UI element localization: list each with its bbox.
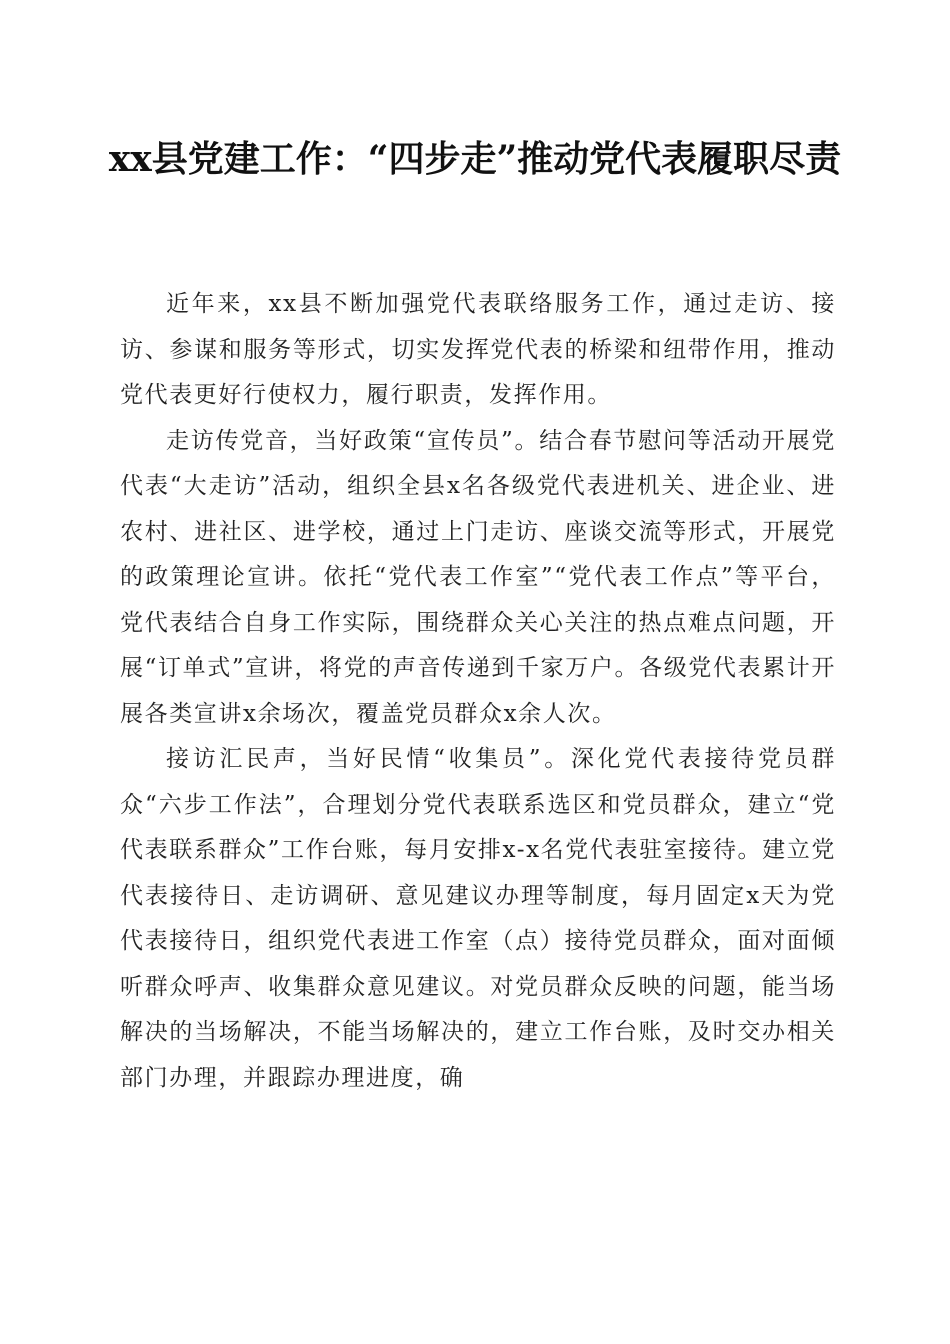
document-body (120, 282, 836, 1101)
paragraph-intro: 近年来，xx县不断加强党代表联络服务工作，通过走访、接访、参谋和服务等形式，切实发挥党代表的桥梁和纽带作用，推动党代表更好行使权力，履行职责，发挥作用。 (120, 291, 836, 408)
paragraph-visit: 走访传党音，当好政策“宣传员”。结合春节慰问等活动开展党代表“大走访”活动，组织全县x名各级党代表进机关、进企业、进农村、进社区、进学校，通过上门走访、座谈交流等形式，开展党的政策理论宣讲。依托“党代表工作室”“党代表工作点”等平台，党代表结合自身工作实际，围绕群众关心关注的热点难点问题，开展“订单式”宣讲，将党的声音传递到千家万户。各级党代表累计开展各类宣讲x余场次，覆盖党员群众x余人次。 (120, 427, 836, 727)
paragraph-reception: 接访汇民声，当好民情“收集员”。深化党代表接待党员群众“六步工作法”，合理划分党代表联系选区和党员群众，建立“党代表联系群众”工作台账，每月安排x-x名党代表驻室接待。建立党代表接待日、走访调研、意见建议办理等制度，每月固定x天为党代表接待日，组织党代表进工作室（点）接待党员群众，面对面倾听群众呼声、收集群众意见建议。对党员群众反映的问题，能当场解决的当场解决，不能当场解决的，建立工作台账，及时交办相关部门办理，并跟踪办理进度，确 (120, 746, 836, 1091)
document-title: xx县党建工作：“四步走”推动党代表履职尽责 (108, 138, 842, 180)
